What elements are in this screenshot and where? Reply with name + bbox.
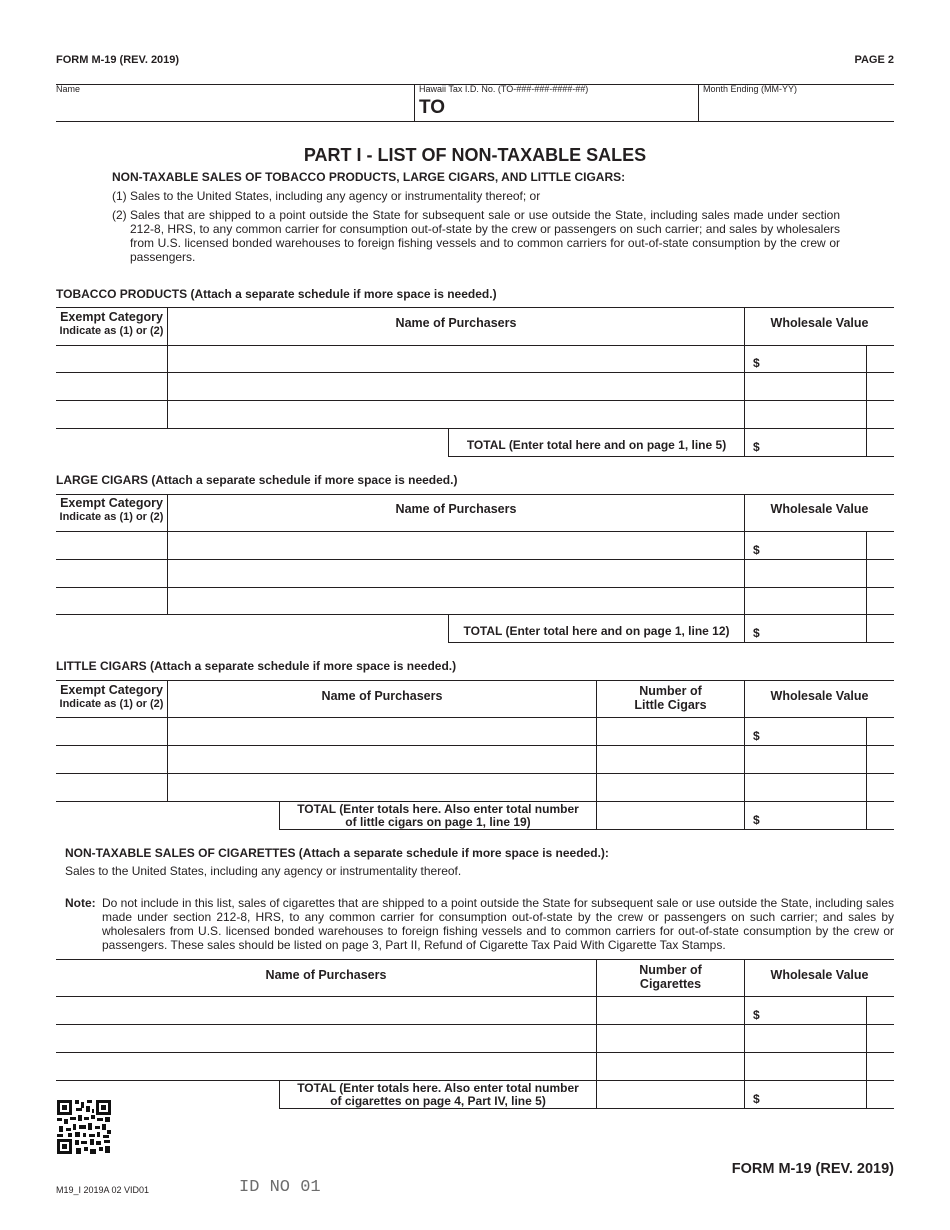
column-header-little-cigars-count: Number of Little Cigars: [634, 684, 707, 712]
tobacco-row-2-wholesale[interactable]: [745, 373, 865, 399]
little-cigars-row-1-purchaser[interactable]: [168, 718, 595, 744]
form-id-footer: FORM M-19 (REV. 2019): [731, 1161, 894, 1177]
cigarettes-row-1-count[interactable]: [597, 997, 743, 1023]
cigarettes-row-1-purchaser[interactable]: [57, 997, 595, 1023]
large-cigars-row-2-exempt[interactable]: [57, 560, 166, 586]
little-cigars-row-1-exempt[interactable]: [57, 718, 166, 744]
large-cigars-row-3-exempt[interactable]: [57, 588, 166, 613]
tax-id-label: Hawaii Tax I.D. No. (TO-###-###-####-##): [419, 84, 589, 94]
note-text: Do not include in this list, sales of cigarettes that are shipped to a point outside the State for subsequent sale or use outside the State, including sales made under section 212-8, HRS, to any common carrier for consumption out-of-state by the crew or passengers on such carrier; and sales by wholesalers from U.S. licensed bonded warehouses to foreign fishing vessels and to common carriers for out-of-state consumption by the crew or passengers. These sales should be listed on page 3, Part II, Refund of Cigarette Tax Paid With Cigarette Tax Stamps.: [102, 896, 894, 952]
cigarettes-total-field[interactable]: [765, 1081, 865, 1107]
tobacco-row-2-purchaser[interactable]: [168, 373, 743, 399]
column-header-purchasers: Name of Purchasers: [395, 502, 517, 516]
page-number: PAGE 2: [854, 54, 894, 66]
part-subtitle: NON-TAXABLE SALES OF TOBACCO PRODUCTS, LARGE CIGARS, AND LITTLE CIGARS:: [112, 170, 626, 184]
currency-symbol: $: [753, 543, 760, 557]
little-cigars-total-field[interactable]: [765, 802, 865, 828]
large-cigars-row-3-wholesale[interactable]: [745, 588, 865, 613]
little-cigars-row-2-count[interactable]: [597, 746, 743, 772]
large-cigars-total-label: TOTAL (Enter total here and on page 1, line 12): [463, 624, 730, 638]
little-cigars-heading: LITTLE CIGARS (Attach a separate schedule if more space is needed.): [56, 659, 457, 673]
id-number: ID NO 01: [239, 1178, 321, 1197]
currency-symbol: $: [753, 1008, 760, 1022]
currency-symbol: $: [753, 729, 760, 743]
column-header-cigarettes-count: Number of Cigarettes: [639, 963, 702, 991]
exempt-item-2: Sales that are shipped to a point outside the State for subsequent sale or use outside the State, including sales made under section 212-8, HRS, to any common carrier for consumption out-of-state by the crew or passengers on such carrier; and sales by wholesalers from U.S. licensed bonded warehouses to foreign fishing vessels and to common carriers for out-of-state consumption by the crew or passengers.: [130, 208, 840, 264]
column-header-wholesale: Wholesale Value: [770, 689, 869, 703]
column-header-wholesale: Wholesale Value: [770, 502, 869, 516]
exempt-item-2-number: (2): [112, 208, 127, 222]
large-cigars-row-1-wholesale[interactable]: [765, 532, 865, 558]
cigarettes-row-3-purchaser[interactable]: [57, 1053, 595, 1079]
note-label: Note:: [65, 896, 96, 910]
little-cigars-row-3-purchaser[interactable]: [168, 774, 595, 800]
column-header-purchasers: Name of Purchasers: [321, 689, 443, 703]
tobacco-row-1-exempt[interactable]: [57, 346, 166, 372]
little-cigars-row-2-purchaser[interactable]: [168, 746, 595, 772]
large-cigars-row-2-wholesale[interactable]: [745, 560, 865, 586]
tobacco-heading: TOBACCO PRODUCTS (Attach a separate schedule if more space is needed.): [56, 287, 497, 301]
large-cigars-heading: LARGE CIGARS (Attach a separate schedule if more space is needed.): [56, 473, 458, 487]
cigarettes-row-3-count[interactable]: [597, 1053, 743, 1079]
cigarettes-row-1-wholesale[interactable]: [765, 997, 865, 1023]
large-cigars-row-1-purchaser[interactable]: [168, 532, 743, 558]
tax-id-prefix: TO: [419, 97, 446, 118]
little-cigars-row-3-wholesale[interactable]: [745, 774, 865, 800]
little-cigars-total-count[interactable]: [597, 802, 743, 828]
little-cigars-row-3-exempt[interactable]: [57, 774, 166, 800]
tobacco-row-3-wholesale[interactable]: [745, 401, 865, 427]
large-cigars-row-1-exempt[interactable]: [57, 532, 166, 558]
cigarettes-row-3-wholesale[interactable]: [745, 1053, 865, 1079]
little-cigars-row-1-wholesale[interactable]: [765, 718, 865, 744]
large-cigars-row-3-purchaser[interactable]: [168, 588, 743, 613]
little-cigars-row-2-exempt[interactable]: [57, 746, 166, 772]
cigarettes-total-label: TOTAL (Enter totals here. Also enter total number of cigarettes on page 4, Part IV, line 5): [297, 1081, 579, 1108]
little-cigars-row-1-count[interactable]: [597, 718, 743, 744]
cigarettes-description: Sales to the United States, including any agency or instrumentality thereof.: [65, 864, 462, 878]
large-cigars-row-2-purchaser[interactable]: [168, 560, 743, 586]
currency-symbol: $: [753, 440, 760, 454]
tobacco-row-2-exempt[interactable]: [57, 373, 166, 399]
tobacco-row-3-exempt[interactable]: [57, 401, 166, 427]
little-cigars-total-label: TOTAL (Enter totals here. Also enter total number of little cigars on page 1, line 19): [297, 802, 579, 829]
month-ending-label: Month Ending (MM-YY): [703, 84, 798, 94]
currency-symbol: $: [753, 1092, 760, 1106]
tobacco-row-1-wholesale[interactable]: [765, 346, 865, 372]
tobacco-total-field[interactable]: [765, 429, 865, 455]
cigarettes-row-2-purchaser[interactable]: [57, 1025, 595, 1051]
column-header-wholesale: Wholesale Value: [770, 968, 869, 982]
qr-code-icon: [57, 1100, 111, 1154]
cigarettes-heading: NON-TAXABLE SALES OF CIGARETTES (Attach a separate schedule if more space is needed.):: [65, 846, 609, 860]
column-header-purchasers: Name of Purchasers: [265, 968, 387, 982]
little-cigars-row-3-count[interactable]: [597, 774, 743, 800]
currency-symbol: $: [753, 626, 760, 640]
column-header-exempt: Exempt Category Indicate as (1) or (2): [59, 683, 164, 710]
column-header-purchasers: Name of Purchasers: [395, 316, 517, 330]
column-header-exempt: Exempt Category Indicate as (1) or (2): [59, 310, 164, 337]
cigarettes-total-count[interactable]: [597, 1081, 743, 1107]
name-label: Name: [56, 84, 81, 94]
currency-symbol: $: [753, 813, 760, 827]
part-title: PART I - LIST OF NON-TAXABLE SALES: [303, 145, 647, 165]
month-ending-field[interactable]: [702, 96, 892, 120]
tobacco-total-label: TOTAL (Enter total here and on page 1, line 5): [466, 438, 727, 452]
exempt-item-1: (1) Sales to the United States, including any agency or instrumentality thereof; or: [112, 189, 541, 203]
cigarettes-row-2-wholesale[interactable]: [745, 1025, 865, 1051]
little-cigars-row-2-wholesale[interactable]: [745, 746, 865, 772]
column-header-exempt: Exempt Category Indicate as (1) or (2): [59, 496, 164, 523]
tobacco-row-1-purchaser[interactable]: [168, 346, 743, 372]
name-field[interactable]: [58, 96, 410, 120]
currency-symbol: $: [753, 356, 760, 370]
tax-id-field[interactable]: [446, 96, 694, 120]
column-header-wholesale: Wholesale Value: [770, 316, 869, 330]
form-code: M19_I 2019A 02 VID01: [56, 1185, 150, 1195]
form-id-header: FORM M-19 (REV. 2019): [56, 54, 180, 66]
large-cigars-total-field[interactable]: [765, 615, 865, 641]
cigarettes-row-2-count[interactable]: [597, 1025, 743, 1051]
tobacco-row-3-purchaser[interactable]: [168, 401, 743, 427]
